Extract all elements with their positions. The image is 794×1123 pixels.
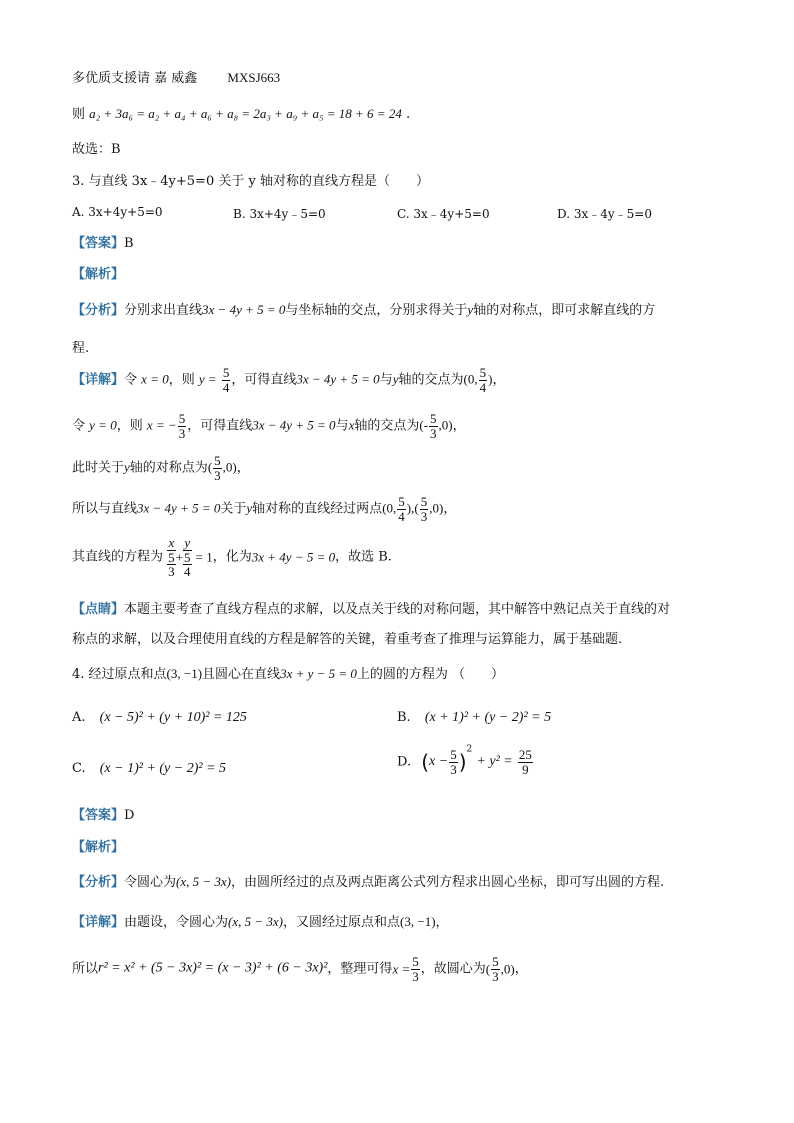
q4-detail-1c: ，又圆经过原点和点: [283, 915, 401, 930]
q4-opt-d-a: x −: [429, 754, 449, 770]
frac-den: 9: [522, 761, 529, 777]
nested-num-y: y: [184, 535, 191, 550]
q3-detail-1g: 与: [379, 372, 393, 388]
q3-pt-close: ): [488, 371, 493, 387]
q4-analysis-line: [72, 874, 664, 891]
q3-analysis-tag-text: 【解析】: [72, 267, 125, 282]
q4-opt-c: (x − 1)² + (y − 2)² = 5: [99, 761, 227, 776]
q4-opt-d-frac-25-9: [518, 748, 533, 776]
q4-opt-b-label: B.: [397, 710, 411, 725]
q4-option-a: [72, 710, 247, 726]
q3-detail-4e: 轴对称的直线经过两点: [252, 501, 383, 517]
frac-den: 3: [412, 968, 419, 984]
frac-num: 5: [222, 365, 230, 380]
equation-line: [72, 106, 410, 123]
q3-analysis-tag: [72, 267, 124, 283]
q3-review-line-1: [72, 602, 670, 618]
q3-answer-line: [72, 236, 134, 252]
frac-den: 3: [214, 467, 221, 483]
eq-suffix: .: [405, 107, 411, 122]
q4-analysis-b: ，由圆所经过的点及两点距离公式列方程求出圆心坐标，即可写出圆的方程.: [231, 875, 665, 890]
q4-opt-c-label: C.: [72, 761, 86, 776]
page-header: [72, 70, 280, 87]
q4-frac-5-3: [411, 955, 420, 983]
nested-fraction-x: [167, 536, 176, 579]
q4-opt-d-rparen: ): [458, 750, 467, 775]
q3-option-c: C. 3x﹣4y+5=0: [397, 207, 490, 221]
q3-pt-zero-close: ,0): [438, 417, 453, 433]
q4-opt-d-square: 2: [466, 744, 473, 755]
q3-detail-line-3: [72, 454, 250, 482]
q3-detail-5d: ，故选 B.: [335, 549, 392, 565]
q3-detail-5b: ，化为: [212, 549, 252, 565]
q3-detail-line-2: [72, 412, 466, 440]
q3-pt-open-3: (: [207, 459, 213, 475]
q4-opt-d-b: + y² =: [476, 754, 513, 770]
nested-plus: +: [175, 549, 183, 565]
q4-pt-open: (: [485, 961, 491, 977]
q3-detail-1c: ，则: [168, 372, 195, 388]
q4-stem-a: 4. 经过原点和点: [72, 667, 167, 682]
q4-detail-2e: ，故圆心为: [420, 961, 486, 977]
frac-den: 3: [168, 564, 175, 580]
frac-den: 3: [420, 508, 428, 524]
q3-detail-3d: ，: [236, 460, 250, 476]
q3-detail-4d: y: [246, 500, 253, 516]
header-code: MXSJ663: [227, 70, 281, 85]
q3-detail-5c: 3x + 4y − 5 = 0: [251, 549, 336, 565]
frac-den: 3: [178, 425, 186, 441]
q3-detail-4g: ，: [443, 501, 457, 517]
frac-den: 3: [492, 968, 499, 984]
q4-answer-tag: 【答案】: [72, 808, 125, 823]
q3-analysis-line-1: [72, 302, 655, 319]
q3-detail-1e: ，可得直线: [231, 372, 297, 388]
q3-option-a: A. 3x+4y+5=0: [72, 205, 163, 219]
q4-analysis-tag: [72, 840, 124, 856]
q3-detail-4c: 关于: [220, 501, 247, 517]
header-text: 多优质支援请 嘉 威鑫: [72, 71, 198, 86]
q3-detail-line-4: [72, 495, 456, 523]
q3-detail-1d: y =: [198, 371, 217, 387]
frac-den: 3: [430, 425, 437, 441]
q3-review-1: 本题主要考查了直线方程点的求解，以及点关于线的对称问题，其中解答中熟记点关于直线的对: [124, 602, 671, 617]
nested-fraction-y: [183, 536, 192, 579]
q4-detail-1a: 由题设，令圆心为: [124, 915, 229, 930]
q3-detail-1a: 令: [124, 372, 138, 388]
q4-stem-pt: (3, −1): [166, 666, 203, 681]
q4-stem-b: 且圆心在直线: [202, 667, 281, 682]
q3-analysis-a: 分别求出直线: [124, 303, 203, 318]
q4-detail-line-1: [72, 914, 449, 931]
q3-answer-value: B: [124, 236, 134, 251]
nested-eq1: = 1: [195, 549, 213, 565]
frac-num: 5: [214, 453, 221, 468]
frac-num: 5: [178, 411, 186, 426]
fraction-5-4-b: [479, 366, 488, 394]
q3-option-d: D. 3x﹣4y﹣5=0: [557, 207, 652, 221]
q3-pt-0-4: (0,: [382, 500, 397, 516]
frac-num: 5: [168, 549, 175, 565]
q3-pt-open-4: (: [414, 500, 419, 516]
q4-detail-2f: ,0): [500, 961, 515, 977]
q3-detail-5a: 其直线的方程为: [72, 549, 164, 565]
frac-num: 5: [398, 494, 405, 509]
q3-detail-2a: 令: [72, 418, 86, 434]
q3-detail-2e: ，可得直线: [187, 418, 253, 434]
q4-detail-line-2: [72, 955, 528, 983]
q4-opt-d-label: D.: [397, 754, 412, 770]
q3-detail-3a: 此时关于: [72, 460, 125, 476]
q3-detail-3b: y: [124, 459, 130, 475]
frac-num: 5: [492, 954, 499, 969]
frac-num: 5: [430, 411, 437, 426]
frac-num: 5: [412, 954, 419, 969]
fraction-5-3-c: [213, 454, 222, 482]
q4-option-d: [397, 744, 534, 777]
q3-pt-zero-close-3: ,0): [222, 459, 237, 475]
q3-analysis-line-2: 程.: [72, 341, 90, 356]
q4-analysis-a: 令圆心为: [124, 875, 177, 890]
q4-frac-5-3-b: [491, 955, 500, 983]
q3-detail-2g: 与: [335, 418, 349, 434]
q3-detail-1i: 轴的交点为: [398, 372, 464, 388]
q3-pt-zero-close-4: ,0): [429, 500, 444, 516]
q3-detail-line-1: [72, 366, 505, 394]
q4-option-c: [72, 761, 226, 777]
q3-pt-comma-4: ,: [411, 500, 415, 516]
frac-num: 25: [518, 747, 532, 762]
q3-detail-2b: y = 0: [89, 417, 117, 433]
eq-prefix: 则: [72, 107, 86, 122]
q3-analysis-label: 【分析】: [72, 303, 125, 318]
nested-num-x: x: [168, 535, 175, 550]
q3-detail-1f: 3x − 4y + 5 = 0: [296, 371, 380, 387]
frac-den: 3: [450, 761, 457, 777]
q3-detail-3c: 轴的对称点为: [129, 460, 208, 476]
q4-opt-b: (x + 1)² + (y − 2)² = 5: [424, 710, 552, 725]
q3-detail-2j: ，: [452, 418, 466, 434]
q4-stem-eq: 3x + y − 5 = 0: [280, 666, 357, 681]
q4-detail-1b: (x, 5 − 3x): [228, 914, 284, 929]
q4-stem: [72, 666, 504, 683]
fraction-5-3-b: [429, 412, 438, 440]
q4-stem-c: 上的圆的方程为 （ ）: [356, 667, 505, 682]
q3-pt-close-4: ): [406, 500, 412, 516]
frac-den: 4: [479, 379, 487, 395]
frac-num: 5: [184, 549, 191, 565]
q4-detail-2g: ，: [514, 961, 528, 977]
q3-detail-1b: x = 0: [141, 371, 169, 387]
fraction-5-3: [178, 412, 187, 440]
q4-detail-2b: r² = x² + (5 − 3x)² = (x − 3)² + (6 − 3x)²: [98, 960, 328, 976]
eq-expr: a₂ + 3a₆ = a₂ + a₄ + a₆ + a₈ = 2a₃ + a₉ + a₅ = 18 + 6 = 24: [89, 106, 402, 121]
q4-detail-2a: 所以: [72, 961, 99, 977]
q3-detail-4a: 所以与直线: [72, 501, 138, 517]
q3-stem: 3. 与直线 3x﹣4y+5=0 关于 y 轴对称的直线方程是（ ）: [72, 174, 429, 189]
nested-den-5-3: [167, 551, 176, 579]
q4-opt-a-label: A.: [72, 710, 86, 725]
q3-detail-2c: ，则: [116, 418, 143, 434]
q3-review-label: 【点睛】: [72, 602, 125, 617]
frac-den: 4: [184, 564, 191, 580]
q3-detail-2d: x = −: [146, 417, 177, 433]
q3-detail-label: 【详解】: [72, 372, 125, 388]
q4-opt-d-frac-5-3: [449, 748, 458, 776]
q4-opt-d-lparen: (: [421, 750, 430, 775]
q3-analysis-var: y: [467, 302, 474, 317]
q3-detail-line-5: [72, 536, 392, 579]
q3-detail-2h: x: [348, 417, 355, 433]
nested-den-5-4: [183, 551, 192, 579]
q4-detail-2c: ，整理可得: [327, 961, 393, 977]
q3-pt-open: (0,: [463, 371, 478, 387]
q4-detail-1d: (3, −1): [400, 914, 436, 929]
q4-answer-value: D: [124, 808, 135, 823]
frac-den: 4: [398, 508, 405, 524]
q4-answer-line: [72, 808, 134, 824]
q4-option-b: [397, 710, 551, 726]
q3-detail-1j: ，: [492, 372, 506, 388]
q4-analysis-pt: (x, 5 − 3x): [176, 874, 232, 889]
q4-detail-2d: x =: [392, 961, 411, 977]
q4-detail-1e: ，: [435, 915, 449, 930]
q4-opt-a: (x − 5)² + (y + 10)² = 125: [99, 710, 247, 725]
q3-detail-2f: 3x − 4y + 5 = 0: [252, 417, 336, 433]
q4-analysis-tag-text: 【解析】: [72, 840, 125, 855]
q3-analysis-b: 与坐标轴的交点，分别求得关于: [285, 303, 468, 318]
fraction-5-4-c: [397, 495, 406, 523]
q3-detail-1h: y: [392, 371, 399, 387]
frac-num: 5: [450, 747, 457, 762]
q3-analysis-c: 轴的对称点，即可求解直线的方: [473, 303, 656, 318]
frac-den: 4: [222, 379, 230, 395]
q3-answer-tag: 【答案】: [72, 236, 125, 251]
fraction-5-4: [222, 366, 231, 394]
q3-detail-4b: 3x − 4y + 5 = 0: [137, 500, 221, 516]
q3-review-line-2: 称点的求解，以及合理使用直线的方程是解答的关键，着重考查了推理与运算能力，属于基础题.: [72, 632, 623, 647]
frac-num: 5: [420, 494, 428, 509]
q3-pt-neg-open: (-: [419, 417, 429, 433]
choose-b-line: 故选：B: [72, 142, 121, 157]
q3-analysis-eq: 3x − 4y + 5 = 0: [202, 302, 286, 317]
q4-detail-label: 【详解】: [72, 915, 125, 930]
frac-num: 5: [479, 365, 487, 380]
q4-analysis-label: 【分析】: [72, 875, 125, 890]
q3-detail-2i: 轴的交点为: [354, 418, 420, 434]
fraction-5-3-d: [420, 495, 429, 523]
q3-option-b: B. 3x+4y﹣5=0: [233, 207, 326, 221]
